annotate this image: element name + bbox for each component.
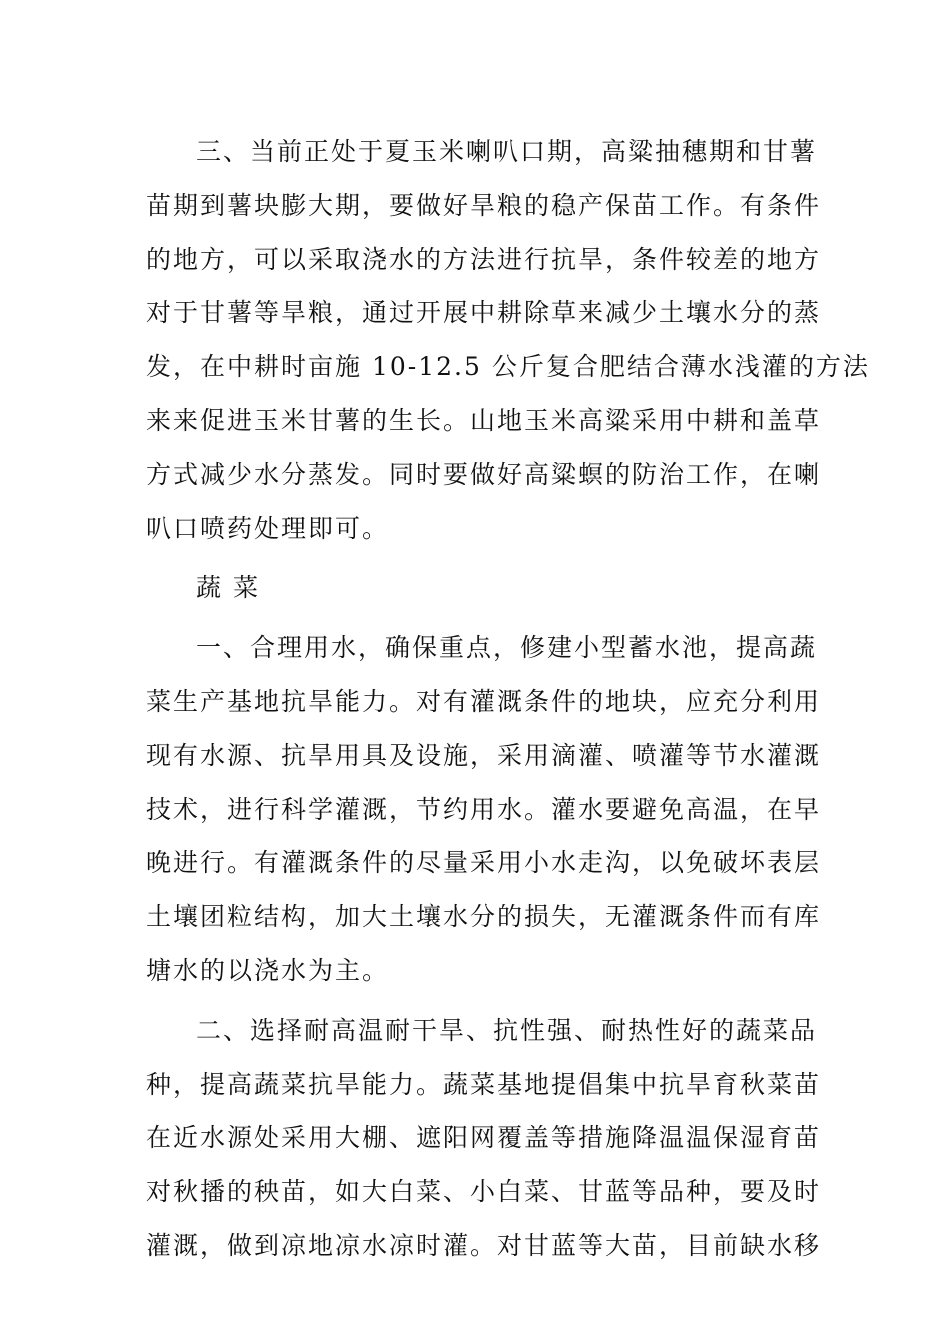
text-line: 一、合理用水，确保重点，修建小型蓄水池，提高蔬 <box>196 633 818 663</box>
paragraph-water-use <box>146 621 822 998</box>
text-line: 方式减少水分蒸发。同时要做好高粱螟的防治工作，在喇 <box>146 459 822 489</box>
text-line: 发，在中耕时亩施 10-12.5 公斤复合肥结合薄水浅灌的方法 <box>146 352 870 382</box>
text-line: 二、选择耐高温耐干旱、抗性强、耐热性好的蔬菜品 <box>196 1015 818 1045</box>
text-line: 对秋播的秧苗，如大白菜、小白菜、甘蓝等品种，要及时 <box>146 1177 822 1207</box>
paragraph-variety-selection <box>146 1004 822 1273</box>
text-line: 技术，进行科学灌溉，节约用水。灌水要避免高温，在早 <box>146 794 822 824</box>
text-line: 对于甘薯等旱粮，通过开展中耕除草来减少土壤水分的蒸 <box>146 298 822 328</box>
text-line: 的地方，可以采取浇水的方法进行抗旱，条件较差的地方 <box>146 244 822 274</box>
text-line: 三、当前正处于夏玉米喇叭口期，高粱抽穗期和甘薯 <box>196 137 818 166</box>
text-line: 土壤团粒结构，加大土壤水分的损失，无灌溉条件而有库 <box>146 902 822 932</box>
text-line: 在近水源处采用大棚、遮阳网覆盖等措施降温温保湿育苗 <box>146 1123 822 1153</box>
text-line: 种，提高蔬菜抗旱能力。蔬菜基地提倡集中抗旱育秋菜苗 <box>146 1069 822 1099</box>
paragraph-grain-drought <box>146 125 870 555</box>
section-heading-vegetables <box>146 561 810 615</box>
section-heading: 蔬 菜 <box>196 573 260 603</box>
document-body <box>146 125 870 1279</box>
text-line: 现有水源、抗旱用具及设施，采用滴灌、喷灌等节水灌溉 <box>146 740 822 770</box>
text-line: 塘水的以浇水为主。 <box>146 955 390 985</box>
text-line: 晚进行。有灌溉条件的尽量采用小水走沟，以免破坏表层 <box>146 848 822 878</box>
text-line: 苗期到薯块膨大期，要做好旱粮的稳产保苗工作。有条件 <box>146 190 822 220</box>
text-line: 来来促进玉米甘薯的生长。山地玉米高粱采用中耕和盖草 <box>146 405 822 435</box>
text-line: 菜生产基地抗旱能力。对有灌溉条件的地块，应充分利用 <box>146 686 822 716</box>
text-line: 叭口喷药处理即可。 <box>146 513 390 543</box>
text-line: 灌溉，做到凉地凉水凉时灌。对甘蓝等大苗，目前缺水移 <box>146 1230 822 1260</box>
